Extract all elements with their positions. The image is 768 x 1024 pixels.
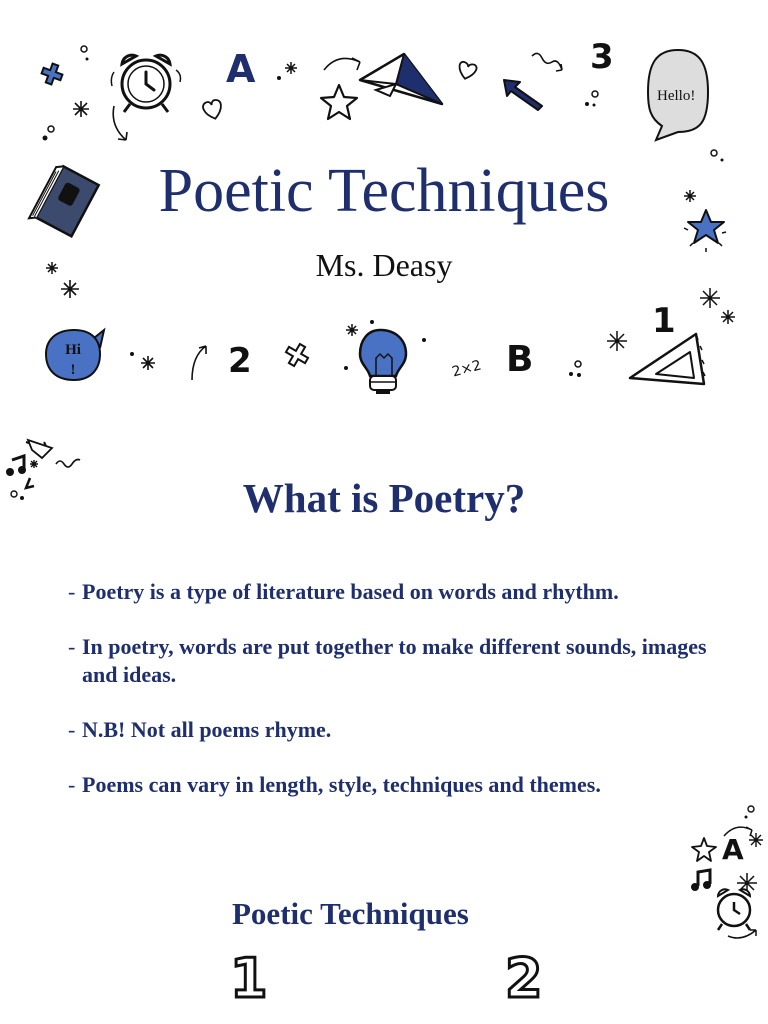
- star-icon: [318, 82, 360, 122]
- hi-bubble-text: Hi !: [65, 342, 81, 378]
- bullet-dash: -: [68, 772, 76, 797]
- bullet-list: [68, 578, 708, 799]
- dots-icon: [742, 804, 758, 822]
- section-heading: What is Poetry?: [242, 475, 526, 521]
- sparkle-icon: [748, 832, 764, 848]
- technique-number-1: 1: [230, 947, 268, 1010]
- formula-doodle: 2×2: [450, 357, 484, 381]
- arrow-pointer-icon: [500, 76, 546, 112]
- techniques-heading: Poetic Techniques: [232, 896, 469, 931]
- number-3-doodle: 3: [590, 37, 614, 77]
- plus-icon: [40, 62, 64, 86]
- bullet-text: Poems can vary in length, style, techniques and themes.: [82, 772, 601, 797]
- sparkle-icon: [698, 286, 738, 326]
- bullet-dash: -: [68, 717, 76, 742]
- heart-icon: [454, 60, 480, 82]
- bullet-dash: -: [68, 634, 76, 659]
- paper-plane-icon: [356, 50, 446, 110]
- bullet-text: N.B! Not all poems rhyme.: [82, 717, 332, 742]
- lightbulb-icon: [340, 318, 426, 398]
- letter-b-doodle: B: [506, 339, 534, 380]
- sparkle-icon: [606, 330, 628, 352]
- dots-icon: [566, 358, 586, 380]
- curved-arrow-icon: [108, 104, 132, 144]
- list-item: [68, 716, 708, 744]
- dots-icon: [40, 124, 56, 144]
- dots-icon: [582, 88, 602, 110]
- bullet-text: Poetry is a type of literature based on words and rhythm.: [82, 579, 619, 604]
- star-icon: [690, 836, 718, 864]
- sparkle-icon: [275, 60, 299, 82]
- letter-a-doodle: A: [226, 47, 256, 91]
- bullet-text: In poetry, words are put together to make different sounds, images and ideas.: [82, 634, 707, 687]
- plus-icon: [284, 342, 310, 368]
- heart-icon: [200, 98, 226, 122]
- letter-a-doodle: A: [722, 833, 744, 866]
- cover-title: Poetic Techniques: [158, 157, 610, 225]
- number-2-doodle: 2: [228, 341, 252, 381]
- alarm-clock-icon: [708, 880, 764, 942]
- list-item: [68, 578, 708, 606]
- sparkle-icon: [128, 348, 160, 372]
- technique-number-2: 2: [505, 947, 543, 1010]
- bullet-dash: -: [68, 579, 76, 604]
- cover-author: Ms. Deasy: [315, 247, 453, 283]
- curved-arrow-icon: [186, 342, 212, 382]
- hello-bubble-text: Hello!: [657, 88, 696, 104]
- triangle-ruler-icon: [626, 330, 708, 390]
- list-item: [68, 633, 708, 689]
- sparkle-icon: [72, 100, 90, 118]
- dots-icon: [78, 44, 90, 64]
- number-1-doodle: 1: [652, 301, 676, 341]
- list-item: [68, 771, 708, 799]
